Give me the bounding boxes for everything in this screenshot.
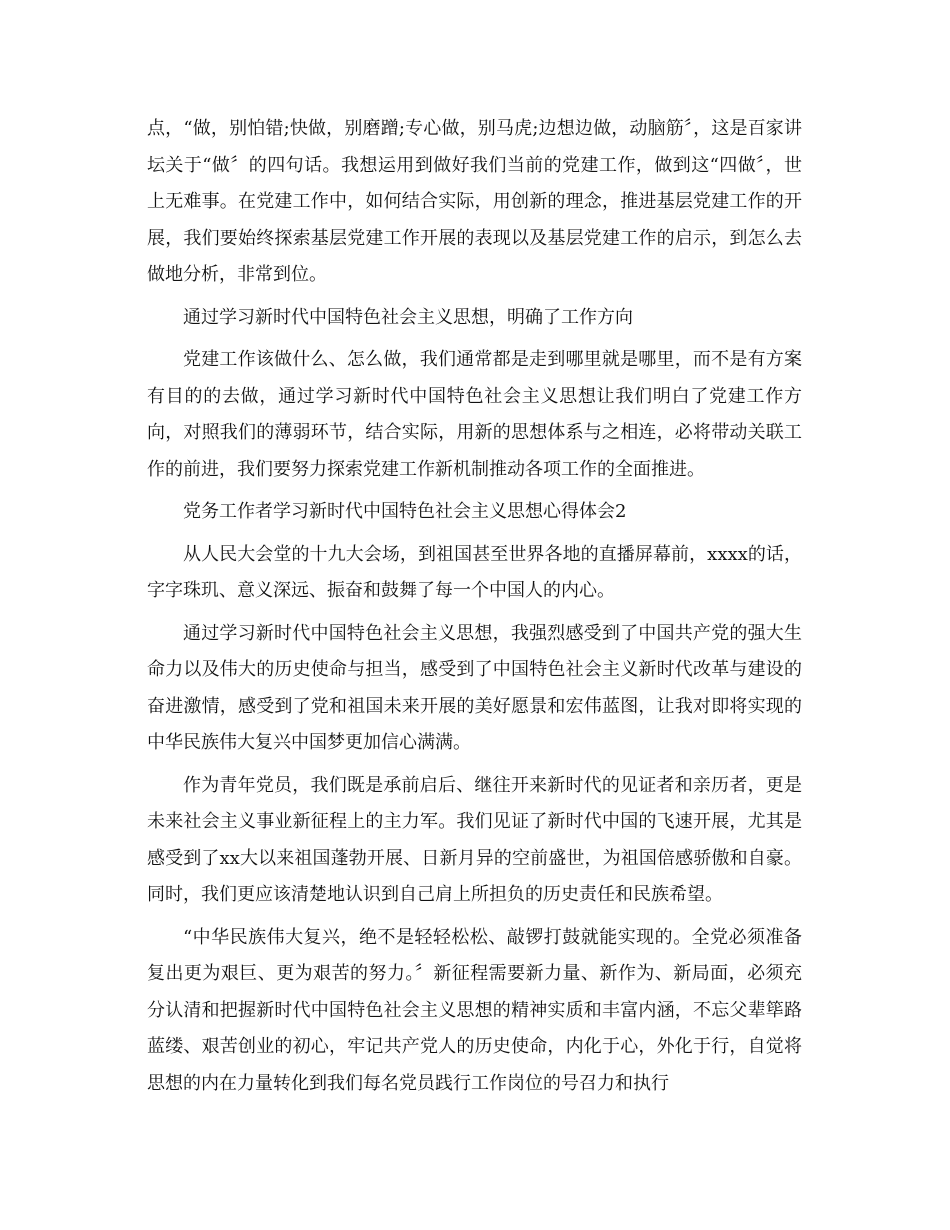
paragraph-continuation: 点，“做，别怕错;快做，别磨蹭;专心做，别马虎;边想边做，动脑筋〞，这是百家讲坛关于“做〞的四句话。我想运用到做好我们当前的党建工作，做到这“四做〞，世上无难事。在党建工作中，如何结合实际，用创新的理念，推进基层党建工作的开展，我们要始终探索基层党建工作开展的表现以及基层党建工作的启示，到怎么去做地分析，非常到位。 — [147, 118, 802, 285]
paragraph-party-building: 党建工作该做什么、怎么做，我们通常都是走到哪里就是哪里，而不是有方案有目的的去做，通过学习新时代中国特色社会主义思想让我们明白了党建工作方向，对照我们的薄弱环节，结合实际，用新的思想体系与之相连，必将带动关联工作的前进，我们要努力探索党建工作新机制推动各项工作的全面推进。 — [147, 349, 802, 480]
paragraph-young-members: 作为青年党员，我们既是承前启后、继往开来新时代的见证者和亲历者，更是未来社会主义事业新征程上的主力军。我们见证了新时代中国的飞速开展，尤其是感受到了xx大以来祖国蓬勃开展、日新月异的空前盛世，为祖国倍感骄傲和自豪。同时，我们更应该清楚地认识到自己肩上所担负的历史责任和民族希望。 — [147, 774, 802, 905]
paragraph-congress: 从人民大会堂的十九大会场，到祖国甚至世界各地的直播屏幕前，xxxx的话，字字珠玑、意义深远、振奋和鼓舞了每一个中国人的内心。 — [147, 543, 802, 601]
paragraph-rejuvenation: “中华民族伟大复兴，绝不是轻轻松松、敲锣打鼓就能实现的。全党必须准备复出更为艰巨、更为艰苦的努力。〞新征程需要新力量、新作为、新局面，必须充分认清和把握新时代中国特色社会主义思想的精神实质和丰富内涵，不忘父辈筚路蓝缕、艰苦创业的初心，牢记共产党人的历史使命，内化于心，外化于行，自觉将思想的内在力量转化到我们每名党员践行工作岗位的号召力和执行 — [147, 926, 802, 1094]
document-body — [147, 111, 802, 1108]
paragraph-heading-direction: 通过学习新时代中国特色社会主义思想，明确了工作方向 — [183, 306, 633, 328]
paragraph-section-title: 党务工作者学习新时代中国特色社会主义思想心得体会2 — [183, 501, 627, 522]
paragraph-study-feelings: 通过学习新时代中国特色社会主义思想，我强烈感受到了中国共产党的强大生命力以及伟大的历史使命与担当，感受到了中国特色社会主义新时代改革与建设的奋进激情，感受到了党和祖国未来开展的美好愿景和宏伟蓝图，让我对即将实现的中华民族伟大复兴中国梦更加信心满满。 — [147, 622, 802, 753]
